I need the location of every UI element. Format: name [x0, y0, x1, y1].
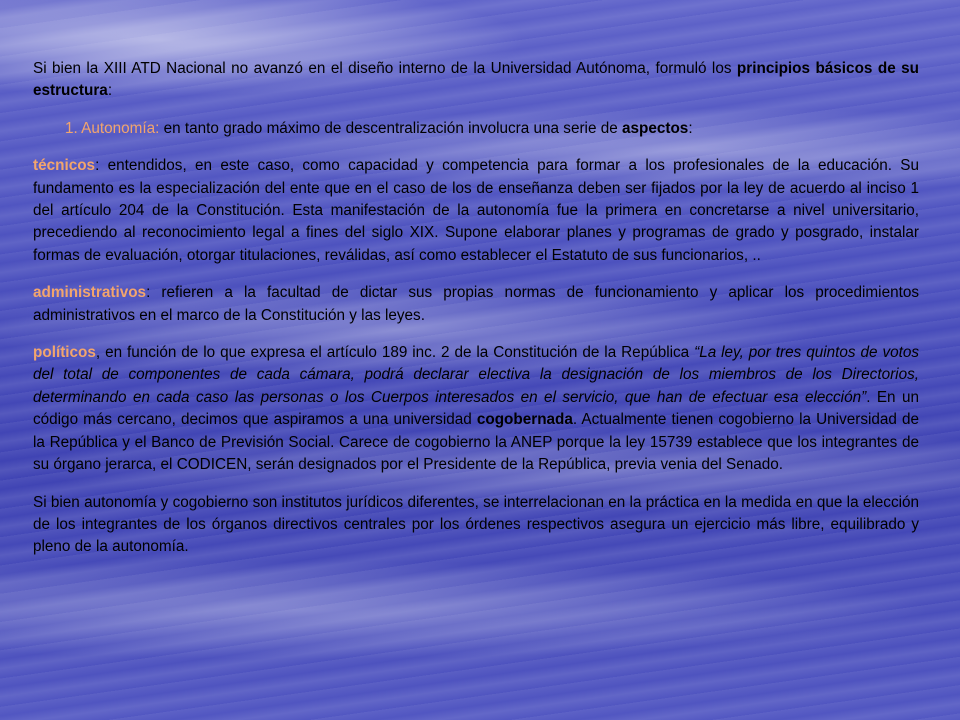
intro-paragraph: [33, 58, 919, 103]
administrativos-paragraph: [33, 282, 919, 327]
document-body: [33, 58, 919, 559]
intro-text: Si bien la XIII ATD Nacional no avanzó en el diseño interno de la Universidad Autónoma, formuló los: [33, 60, 737, 77]
politicos-text-3: . Actualmente tienen cogobierno la Universidad de la República y el Banco de Previsión Social. Carece de cogobierno la ANEP porque la ley 15739 establece que los integrantes de su órgano jerarca, el CODICEN, serán designados por el Presidente de la República, previa venia del Senado.: [33, 411, 920, 474]
politicos-paragraph: [33, 342, 919, 476]
autonomia-end: :: [688, 119, 693, 137]
autonomia-label: 1. Autonomía:: [65, 119, 160, 137]
politicos-bold-text: cogobernada: [476, 411, 573, 429]
closing-paragraph: [33, 492, 919, 559]
autonomia-bold-text: aspectos: [621, 119, 689, 137]
intro-end: :: [107, 82, 113, 100]
tecnicos-text: : entendidos, en este caso, como capacidad y competencia para formar a los profesionales de la educación. Su fundamento es la especialización del ente que en el caso de los de enseñanza deben ser fijados por la ley de acuerdo al inciso 1 del artículo 204 de la Constitución. Esta manifestación de la autonomía fue la primera en concretarse a nivel universitario, precediendo al reconocimiento legal a fines del siglo XIX. Supone elaborar planes y programas de grado y posgrado, instalar formas de evaluación, otorgar titulaciones, reválidas, así como establecer el Estatuto de sus funcionarios, ..: [33, 157, 919, 264]
closing-text: Si bien autonomía y cogobierno son institutos jurídicos diferentes, se interrelacionan en la práctica en la medida en que la elección de los integrantes de los órganos directivos centrales por los órdenes respectivos asegura un ejercicio más libre, equilibrado y pleno de la autonomía.: [33, 493, 919, 556]
autonomia-text: en tanto grado máximo de descentralización involucra una serie de: [159, 119, 622, 137]
intro-bold-text: principios básicos de su estructura: [33, 60, 920, 100]
tecnicos-label: técnicos: [33, 157, 96, 175]
politicos-text-2: . En un código más cercano, decimos que aspiramos a una universidad: [33, 388, 919, 429]
administrativos-text: : refieren a la facultad de dictar sus propias normas de funcionamiento y aplicar los procedimientos administrativos en el marco de la Constitución y las leyes.: [33, 284, 919, 324]
politicos-label: políticos: [33, 344, 96, 362]
autonomia-paragraph: [33, 118, 919, 140]
tecnicos-paragraph: [33, 155, 919, 267]
politicos-text-1: , en función de lo que expresa el artículo 189 inc. 2 de la Constitución de la República: [95, 344, 695, 362]
constitution-quote: “La ley, por tres quintos de votos del total de componentes de cada cámara, podrá declarar electiva la designación de los miembros de los Directorios, determinando en cada caso las personas o los Cuerpos interesados en el servicio, que han de efectuar esa elección”: [33, 344, 919, 406]
administrativos-label: administrativos: [33, 284, 147, 302]
